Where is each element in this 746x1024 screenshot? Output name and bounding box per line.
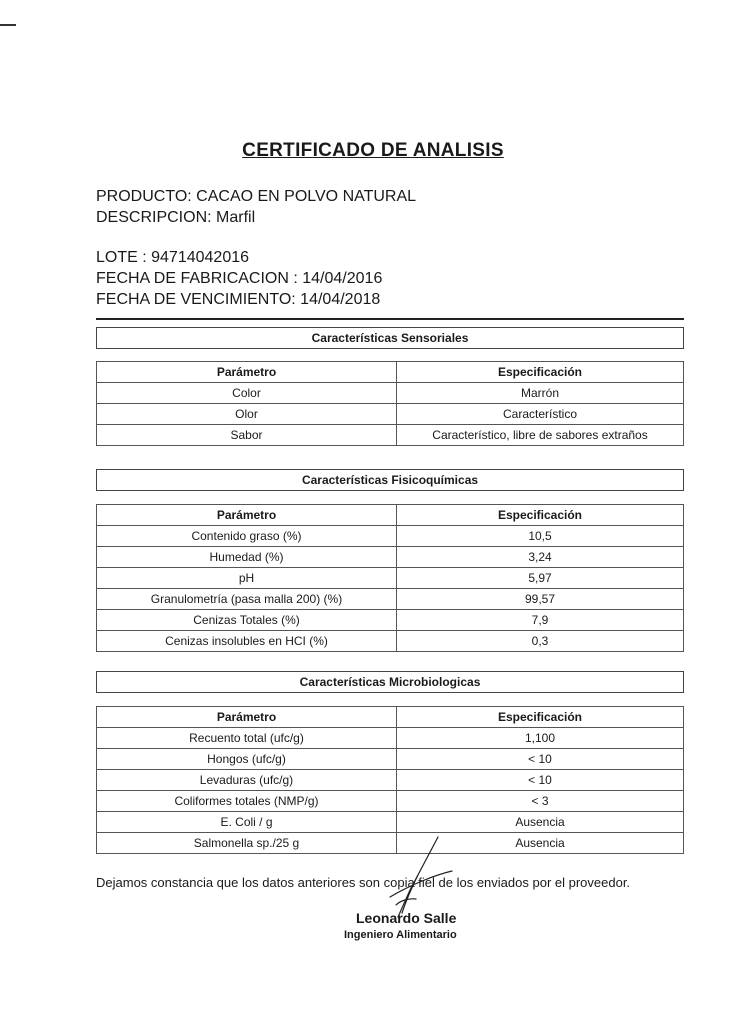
expiry-date-line: FECHA DE VENCIMIENTO: 14/04/2018 <box>96 291 381 308</box>
microbiological-heading: Características Microbiologicas <box>96 671 684 693</box>
specification-cell: 0,3 <box>397 631 684 652</box>
specification-cell: Marrón <box>397 383 684 404</box>
column-header-parameter: Parámetro <box>97 707 397 728</box>
specification-cell: Característico, libre de sabores extraños <box>397 425 684 446</box>
parameter-cell: E. Coli / g <box>97 812 397 833</box>
column-header-specification: Especificación <box>397 362 684 383</box>
table-row <box>97 526 684 547</box>
sensory-table <box>96 361 684 446</box>
corner-mark <box>0 24 16 26</box>
table-row <box>97 749 684 770</box>
parameter-cell: Hongos (ufc/g) <box>97 749 397 770</box>
specification-cell: 1,100 <box>397 728 684 749</box>
table-row <box>97 631 684 652</box>
lot-line: LOTE : 94714042016 <box>96 249 250 266</box>
document-title: CERTIFICADO DE ANALISIS <box>242 140 504 161</box>
parameter-cell: Contenido graso (%) <box>97 526 397 547</box>
specification-cell: Ausencia <box>397 812 684 833</box>
closing-statement: Dejamos constancia que los datos anteriores son copia fiel de los enviados por el proveedor. <box>96 875 631 890</box>
specification-cell: 10,5 <box>397 526 684 547</box>
sensory-heading: Características Sensoriales <box>96 327 684 349</box>
divider-rule <box>96 318 684 320</box>
table-row <box>97 568 684 589</box>
table-row <box>97 425 684 446</box>
parameter-cell: Levaduras (ufc/g) <box>97 770 397 791</box>
specification-cell: 3,24 <box>397 547 684 568</box>
table-row <box>97 791 684 812</box>
table-row <box>97 404 684 425</box>
specification-cell: Característico <box>397 404 684 425</box>
specification-cell: < 10 <box>397 770 684 791</box>
table-row <box>97 589 684 610</box>
manufacture-date-line: FECHA DE FABRICACION : 14/04/2016 <box>96 270 383 287</box>
parameter-cell: Recuento total (ufc/g) <box>97 728 397 749</box>
specification-cell: 7,9 <box>397 610 684 631</box>
column-header-parameter: Parámetro <box>97 505 397 526</box>
signer-name: Leonardo Salle <box>356 910 457 926</box>
product-line: PRODUCTO: CACAO EN POLVO NATURAL <box>96 188 417 205</box>
specification-cell: 5,97 <box>397 568 684 589</box>
parameter-cell: Coliformes totales (NMP/g) <box>97 791 397 812</box>
table-row <box>97 728 684 749</box>
physicochemical-table <box>96 504 684 652</box>
specification-cell: Ausencia <box>397 833 684 854</box>
table-header-row <box>97 505 684 526</box>
parameter-cell: Cenizas Totales (%) <box>97 610 397 631</box>
parameter-cell: Salmonella sp./25 g <box>97 833 397 854</box>
specification-cell: < 10 <box>397 749 684 770</box>
column-header-parameter: Parámetro <box>97 362 397 383</box>
table-row <box>97 383 684 404</box>
table-header-row <box>97 707 684 728</box>
parameter-cell: Olor <box>97 404 397 425</box>
microbiological-table <box>96 706 684 854</box>
description-line: DESCRIPCION: Marfil <box>96 209 256 226</box>
table-header-row <box>97 362 684 383</box>
specification-cell: 99,57 <box>397 589 684 610</box>
parameter-cell: Granulometría (pasa malla 200) (%) <box>97 589 397 610</box>
column-header-specification: Especificación <box>397 505 684 526</box>
table-row <box>97 770 684 791</box>
table-row <box>97 547 684 568</box>
physicochemical-heading: Características Fisicoquímicas <box>96 469 684 491</box>
signer-title: Ingeniero Alimentario <box>344 929 457 941</box>
parameter-cell: pH <box>97 568 397 589</box>
table-row <box>97 812 684 833</box>
parameter-cell: Humedad (%) <box>97 547 397 568</box>
parameter-cell: Sabor <box>97 425 397 446</box>
column-header-specification: Especificación <box>397 707 684 728</box>
table-row <box>97 610 684 631</box>
specification-cell: < 3 <box>397 791 684 812</box>
parameter-cell: Cenizas insolubles en HCI (%) <box>97 631 397 652</box>
parameter-cell: Color <box>97 383 397 404</box>
